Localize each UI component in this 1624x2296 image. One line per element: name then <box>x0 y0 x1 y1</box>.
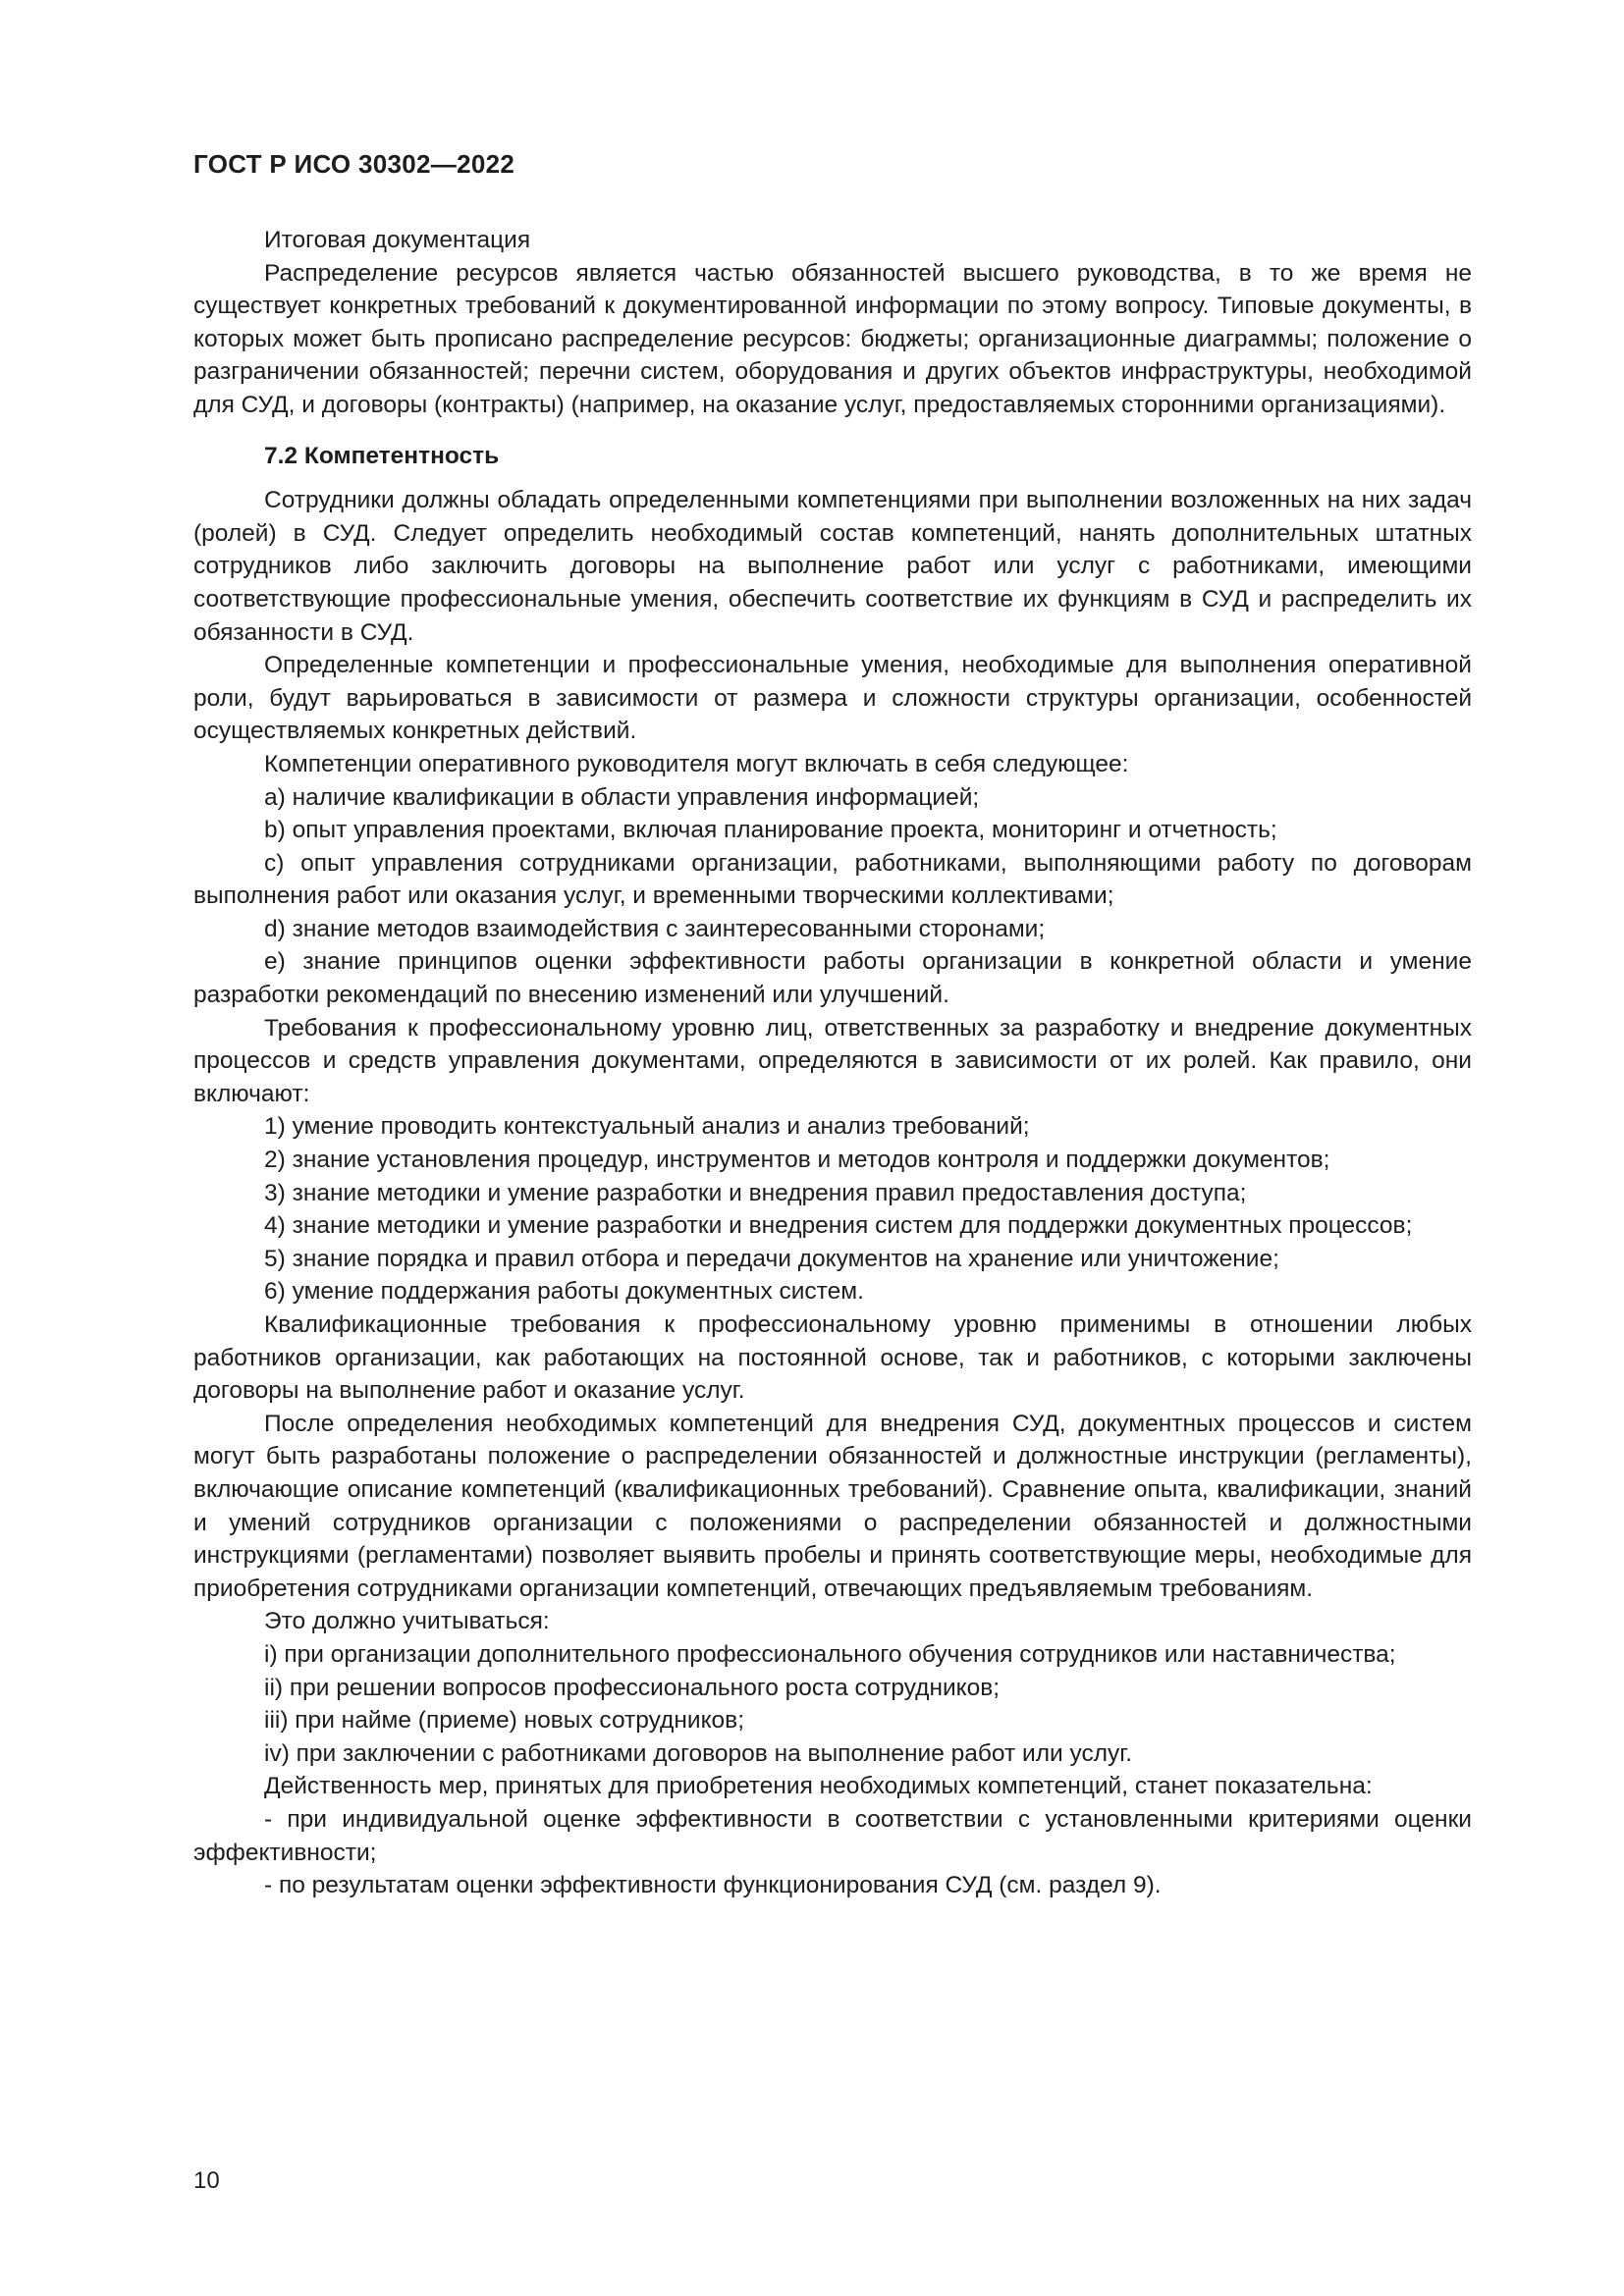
standard-header: ГОСТ Р ИСО 30302—2022 <box>193 149 515 179</box>
paragraph-should-be-considered: Это должно учитываться: <box>264 1608 550 1635</box>
paragraph-final-documentation: Итоговая документация <box>264 227 531 253</box>
list-item-dash-1: - при индивидуальной оценке эффективности в соответствии с установленными критериями оценки эффективности; <box>193 1805 1472 1866</box>
list-item-letter-b: b) опыт управления проектами, включая планирование проекта, мониторинг и отчетность; <box>264 817 1277 844</box>
list-item-roman-4: iv) при заключении с работниками договоров на выполнение работ или услуг. <box>264 1739 1133 1767</box>
list-item-roman-1: i) при организации дополнительного профессионального обучения сотрудников или наставничества; <box>264 1640 1396 1668</box>
list-item-number-3: 3) знание методики и умение разработки и внедрения правил предоставления доступа; <box>264 1179 1247 1206</box>
list-item-letter-c: с) опыт управления сотрудниками организации, работниками, выполняющими работу по договорам выполнения работ или оказания услуг, и временными творческими коллективами; <box>193 849 1472 910</box>
paragraph-after-defining-competences: После определения необходимых компетенций для внедрения СУД, документных процессов и систем могут быть разработаны положение о распределении обязанностей и должностные инструкции (регламенты), включающие описание компетенций (квалификационных требований). Сравнение опыта, квалификации, знаний и умений сотрудников организации с положениями о распределении обязанностей и должностными инструкциями (регламентами) позволяет выявить пробелы и принять соответствующие меры, необходимые для приобретения сотрудниками организации компетенций, отвечающих предъявляемым требованиям. <box>193 1410 1472 1602</box>
list-item-roman-3: iii) при найме (приеме) новых сотрудников; <box>264 1707 745 1735</box>
paragraph-competence-variation: Определенные компетенции и профессиональные умения, необходимые для выполнения оперативной роли, будут варьироваться в зависимости от размера и сложности структуры организации, особенностей осуществляемых конкретных действий. <box>193 652 1472 745</box>
paragraph-professional-requirements: Требования к профессиональному уровню лиц, ответственных за разработку и внедрение документных процессов и средств управления документами, определяются в зависимости от их ролей. Как правило, они включают: <box>193 1014 1472 1107</box>
paragraph-effectiveness: Действенность мер, принятых для приобретения необходимых компетенций, станет показательна: <box>264 1773 1373 1800</box>
section-heading: 7.2 Компетентность <box>264 442 500 469</box>
list-item-number-5: 5) знание порядка и правил отбора и передачи документов на хранение или уничтожение; <box>264 1245 1279 1272</box>
list-item-number-4: 4) знание методики и умение разработки и внедрения систем для поддержки документных процессов; <box>264 1212 1413 1240</box>
list-item-letter-e: е) знание принципов оценки эффективности работы организации в конкретной области и умение разработки рекомендаций по внесению изменений или улучшений. <box>193 948 1472 1009</box>
list-item-letter-a: а) наличие квалификации в области управления информацией; <box>264 783 980 811</box>
paragraph-qualification-requirements: Квалификационные требования к профессиональному уровню применимы в отношении любых работников организации, как работающих на постоянной основе, так и работников, с которыми заключены договоры на выполнение работ и оказание услуг. <box>193 1311 1472 1405</box>
list-item-number-1: 1) умение проводить контекстуальный анализ и анализ требований; <box>264 1113 1030 1141</box>
paragraph-resource-allocation: Распределение ресурсов является частью обязанностей высшего руководства, в то же время не существует конкретных требований к документированной информации по этому вопросу. Типовые документы, в которых может быть прописано распределение ресурсов: бюджеты; организационные диаграммы; положение о разграничении обязанностей; перечни систем, оборудования и других объектов инфраструктуры, необходимой для СУД, и договоры (контракты) (например, на оказание услуг, предоставляемых сторонними организациями). <box>193 259 1472 418</box>
page-body <box>193 224 1472 1902</box>
paragraph-competence-intro: Сотрудники должны обладать определенными компетенциями при выполнении возложенных на них задач (ролей) в СУД. Следует определить необходимый состав компетенций, нанять дополнительных штатных сотрудников либо заключить договоры на выполнение работ или услуг с работниками, имеющими соответствующие профессиональные умения, обеспечить соответствие их функциям в СУД и распределить их обязанности в СУД. <box>193 487 1472 646</box>
page-number: 10 <box>193 2167 220 2194</box>
list-item-letter-d: d) знание методов взаимодействия с заинтересованными сторонами; <box>264 915 1046 942</box>
list-item-roman-2: ii) при решении вопросов профессионального роста сотрудников; <box>264 1674 1001 1701</box>
paragraph-manager-competences: Компетенции оперативного руководителя могут включать в себя следующее: <box>264 750 1129 777</box>
list-item-number-6: 6) умение поддержания работы документных систем. <box>264 1278 864 1306</box>
list-item-number-2: 2) знание установления процедур, инструментов и методов контроля и поддержки документов; <box>264 1147 1330 1174</box>
list-item-dash-2: - по результатам оценки эффективности функционирования СУД (см. раздел 9). <box>264 1872 1162 1899</box>
